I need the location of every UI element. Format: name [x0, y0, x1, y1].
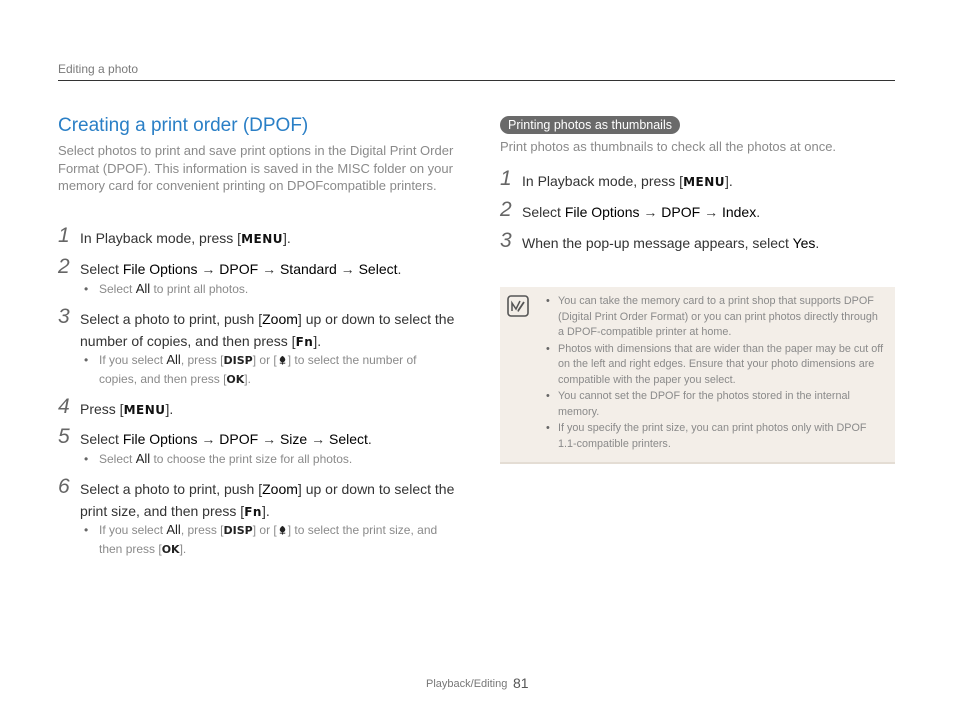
left-step-3: 3 Select a photo to print, push [Zoom] up or down to select the number of copies, and then press [Fn].: [58, 308, 458, 353]
left-step-3-note: • If you select All, press [DISP] or [ ] to select the number of copies, and then press [OK].: [84, 352, 417, 386]
subsection-pill: Printing photos as thumbnails: [500, 116, 680, 134]
ok-key-icon: OK: [161, 543, 180, 556]
step-number: 2: [500, 198, 512, 221]
note-item: • Photos with dimensions that are wider than the paper may be cut off on the left and right edges. Ensure that your photo dimensions are compatible with the paper you select.: [546, 342, 884, 386]
left-step-1: 1 In Playback mode, press [MENU].: [58, 227, 291, 250]
left-step-6: 6 Select a photo to print, push [Zoom] up or down to select the print size, and then press [Fn].: [58, 478, 458, 523]
section-title: Creating a print order (DPOF): [58, 115, 309, 136]
fn-key-icon: Fn: [295, 335, 314, 349]
disp-key-icon: DISP: [223, 354, 253, 367]
menu-key-icon: MENU: [123, 403, 166, 417]
fn-key-icon: Fn: [244, 505, 262, 519]
step-number: 3: [500, 229, 512, 252]
page-number: 81: [513, 675, 529, 691]
step-number: 3: [58, 305, 70, 328]
right-step-3: 3 When the pop-up message appears, select Yes.: [500, 229, 820, 252]
intro-text: Select photos to print and save print options in the Digital Print Order Format (DPOF). This information is saved in the MISC folder on your memory card for convenient printing on DPOFcompatible printers.: [58, 143, 454, 193]
left-step-5: 5 Select File Options → DPOF → Size → Select.: [58, 425, 372, 448]
left-step-6-note: • If you select All, press [DISP] or [ ] to select the print size, and then press [OK].: [84, 522, 438, 556]
step-number: 5: [58, 425, 70, 448]
step-number: 1: [58, 224, 70, 247]
ok-key-icon: OK: [226, 373, 245, 386]
note-item: • You cannot set the DPOF for the photos stored in the internal memory.: [546, 390, 850, 418]
note-item: • If you specify the print size, you can print photos only with DPOF 1.1-compatible printers.: [546, 422, 867, 450]
header-divider: [58, 80, 895, 81]
disp-key-icon: DISP: [223, 524, 253, 537]
menu-key-icon: MENU: [241, 232, 284, 246]
footer-section-label: Playback/Editing: [426, 678, 508, 690]
note-pencil-icon: [507, 295, 529, 317]
left-step-2: 2 Select File Options → DPOF → Standard → Select.: [58, 255, 402, 278]
step-number: 1: [500, 167, 512, 190]
left-step-4: 4 Press [MENU].: [58, 398, 173, 421]
header-label: Editing a photo: [58, 62, 139, 76]
step-number: 4: [58, 395, 70, 418]
right-intro-text: Print photos as thumbnails to check all the photos at once.: [500, 139, 837, 154]
menu-key-icon: MENU: [683, 175, 726, 189]
macro-flower-icon: [277, 354, 288, 365]
step-number: 6: [58, 475, 70, 498]
left-step-2-note: • Select All to print all photos.: [84, 281, 249, 296]
right-step-1: 1 In Playback mode, press [MENU].: [500, 170, 733, 193]
note-list: [546, 294, 884, 453]
left-step-5-note: • Select All to choose the print size for all photos.: [84, 451, 353, 466]
note-item: • You can take the memory card to a print shop that supports DPOF (Digital Print Order Format) or you can print photos directly through a DPOF-compatible printer at home.: [546, 295, 878, 338]
macro-flower-icon: [277, 524, 288, 535]
step-number: 2: [58, 255, 70, 278]
right-step-2: 2 Select File Options → DPOF → Index.: [500, 198, 761, 221]
